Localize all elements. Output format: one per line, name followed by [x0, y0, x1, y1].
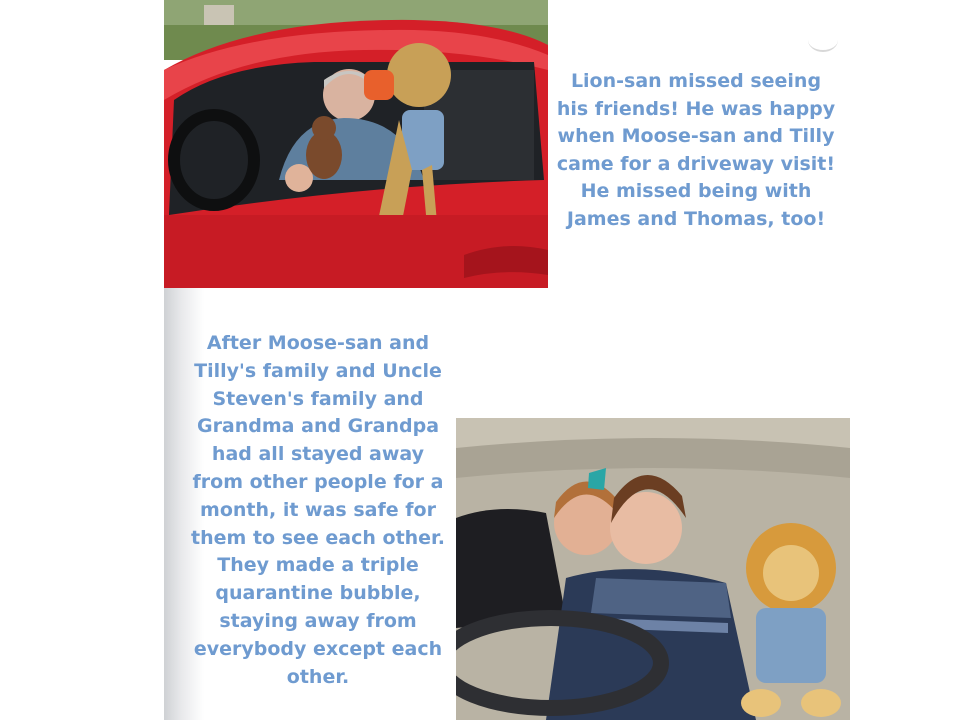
sofa-photo: [456, 418, 850, 720]
page-corner-curl: [808, 28, 838, 52]
car-photo: [164, 0, 548, 288]
story-paragraph-top: Lion-san missed seeing his friends! He was happy when Moose-san and Tilly came for a driveway visit! He missed being with James and Thomas, too!: [556, 70, 836, 230]
story-paragraph-bottom: After Moose-san and Tilly's family and Uncle Steven's family and Grandma and Grandpa had all stayed away from other people for a month, it was safe for them to see each other. They made a triple quarantine bubble, staying away from everybody except each other.: [191, 332, 445, 688]
